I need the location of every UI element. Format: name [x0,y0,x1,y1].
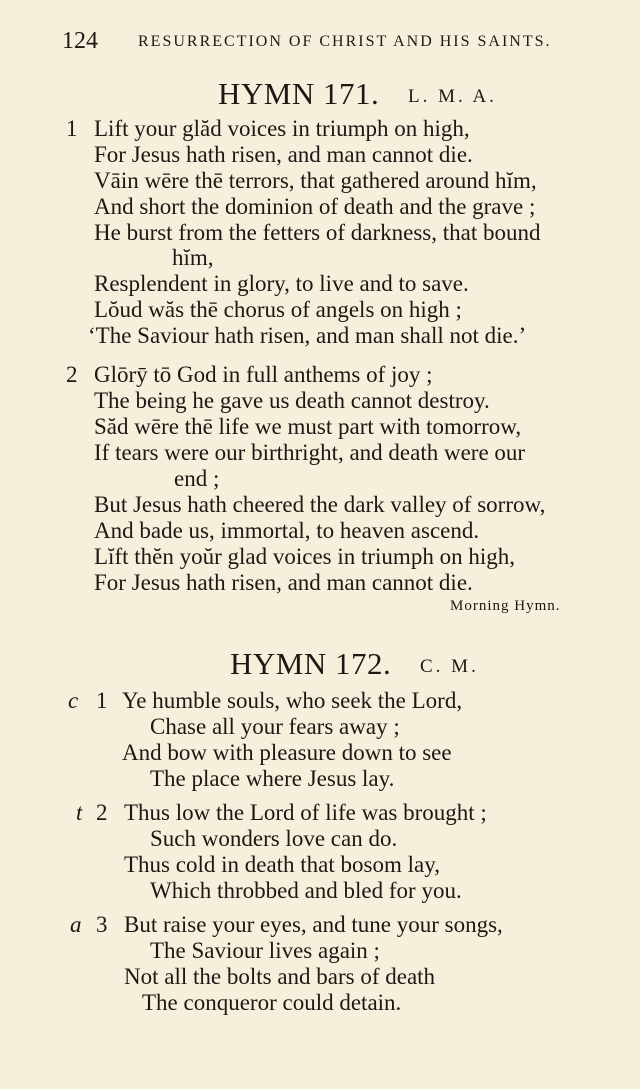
stanza-number: 2 [96,800,108,825]
verse-line: Lift your glăd voices in triumph on high, [94,116,470,141]
running-title: RESURRECTION OF CHRIST AND HIS SAINTS. [138,33,552,50]
dynamic-mark: c [68,688,79,713]
verse-line: Thus low the Lord of life was brought ; [124,800,487,825]
stanza-number: 1 [96,688,108,713]
verse-line: He burst from the fetters of darkness, that bound [94,220,541,245]
verse-line: For Jesus hath risen, and man cannot die. [94,142,473,167]
verse-line: Glōrȳ tō God in full anthems of joy ; [94,362,433,387]
verse-line: And bow with pleasure down to see [122,740,452,765]
hymn-171-heading [218,76,497,112]
verse-line: The place where Jesus lay. [150,766,395,791]
verse-line: The Saviour lives again ; [150,938,380,963]
stanza-number: 2 [66,362,78,387]
verse-line: And short the dominion of death and the grave ; [94,194,536,219]
verse-line: But Jesus hath cheered the dark valley of sorrow, [94,492,546,517]
hymn-attribution: Morning Hymn. [450,598,561,614]
verse-line: Ye humble souls, who seek the Lord, [122,688,463,713]
verse-line: Lŏud wăs thē chorus of angels on high ; [94,297,462,322]
running-head [62,28,552,55]
verse-line: Chase all your fears away ; [150,714,400,739]
dynamic-mark: a [70,912,82,937]
verse-line: Thus cold in death that bosom lay, [124,852,440,877]
stanza-number: 3 [96,912,108,937]
hymn-meter: C. M. [420,656,479,677]
stanza-number: 1 [66,116,78,141]
verse-line: Vāin wēre thē terrors, that gathered around hĭm, [94,168,537,193]
verse-line: For Jesus hath risen, and man cannot die. [94,570,473,595]
page-number: 124 [62,28,98,54]
hymn-title: HYMN 172. [230,646,392,681]
verse-line: ‘The Saviour hath risen, and man shall not die.’ [88,323,527,348]
hymn-172-heading [230,646,479,682]
dynamic-mark: t [76,800,83,825]
verse-line: Which throbbed and bled for you. [150,878,462,903]
hymn-meter: L. M. A. [408,86,497,107]
verse-line: And bade us, immortal, to heaven ascend. [94,518,480,543]
verse-line: The conqueror could detain. [142,990,402,1015]
verse-line: end ; [174,466,220,491]
verse-line: hĭm, [172,245,214,270]
verse-line: Săd wēre thē life we must part with tomorrow, [94,414,522,439]
verse-line: Resplendent in glory, to live and to save. [94,271,469,296]
verse-line: Lĭft thĕn yoŭr glad voices in triumph on high, [94,544,515,569]
verse-line: The being he gave us death cannot destroy. [94,388,490,413]
verse-line: If tears were our birthright, and death were our [94,440,526,465]
hymn-title: HYMN 171. [218,76,380,111]
verse-line: Such wonders love can do. [150,826,398,851]
verse-line: Not all the bolts and bars of death [124,964,436,989]
verse-line: But raise your eyes, and tune your songs, [124,912,503,937]
